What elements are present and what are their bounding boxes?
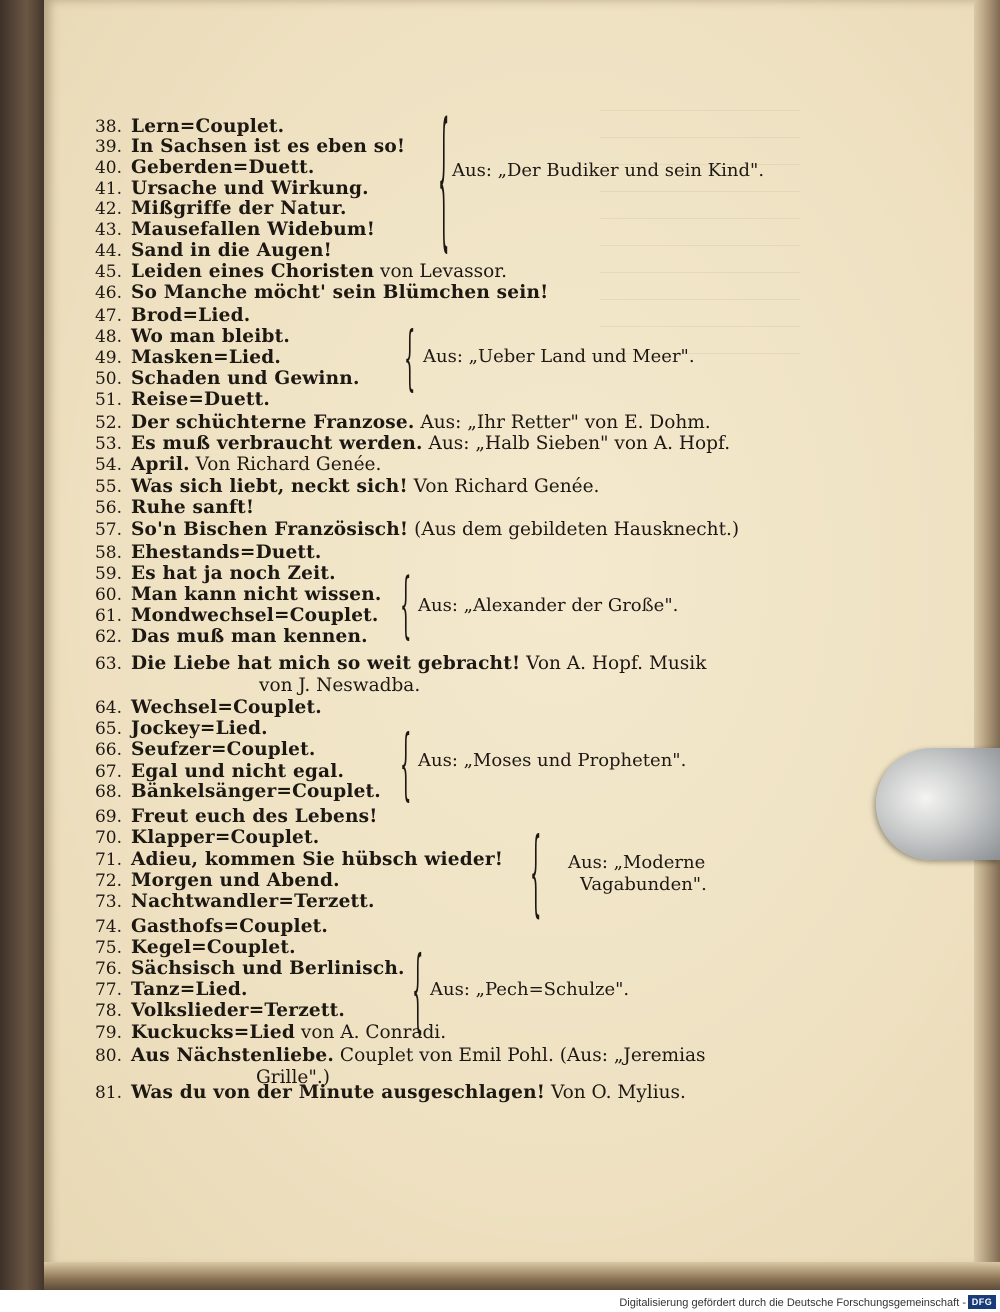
group-brace: {: [400, 560, 412, 648]
item-title: Kuckucks=Lied: [131, 1022, 295, 1043]
group-source-note: Aus: „Ueber Land und Meer".: [423, 346, 695, 367]
list-item: [74, 178, 369, 200]
group-brace: {: [404, 315, 416, 399]
item-title: Bänkelsänger=Couplet.: [131, 781, 381, 802]
list-item: [74, 626, 368, 648]
group-brace: {: [400, 716, 412, 810]
item-title: Lern=Couplet.: [131, 116, 285, 137]
item-title: Wo man bleibt.: [131, 326, 290, 347]
list-item: [74, 116, 284, 138]
list-item: [74, 454, 381, 476]
item-number: 60.: [94, 585, 122, 605]
item-number: 75.: [94, 938, 122, 958]
item-number: 81.: [94, 1083, 122, 1103]
item-note: Aus: „Halb Sieben" von A. Hopf.: [422, 433, 731, 454]
item-number: 80.: [94, 1046, 122, 1066]
group-brace: {: [438, 87, 450, 267]
group-brace: {: [412, 935, 424, 1043]
item-number: 48.: [94, 327, 122, 347]
item-title: Was sich liebt, neckt sich!: [131, 476, 408, 497]
list-item: [74, 433, 730, 455]
item-number: 52.: [94, 413, 122, 433]
item-note: Von O. Mylius.: [545, 1082, 686, 1103]
item-title: Sächsisch und Berlinisch.: [131, 958, 405, 979]
list-item: [74, 282, 548, 304]
list-item: [74, 389, 270, 411]
item-title: Wechsel=Couplet.: [131, 697, 322, 718]
item-title: Es muß verbraucht werden.: [131, 433, 423, 454]
item-title: Die Liebe hat mich so weit gebracht!: [131, 653, 521, 674]
list-item: [74, 563, 336, 585]
item-number: 42.: [94, 199, 122, 219]
list-item: [74, 412, 711, 434]
item-number: 46.: [94, 283, 122, 303]
item-title: Morgen und Abend.: [131, 870, 340, 891]
item-title: April.: [131, 454, 190, 475]
item-title: Der schüchterne Franzose.: [131, 412, 415, 433]
item-number: 71.: [94, 850, 122, 870]
item-number: 61.: [94, 606, 122, 626]
item-title: Brod=Lied.: [131, 305, 251, 326]
list-item: [74, 827, 319, 849]
item-number: 64.: [94, 698, 122, 718]
item-title: Seufzer=Couplet.: [131, 739, 316, 760]
item-title: Tanz=Lied.: [131, 979, 248, 1000]
item-number: 70.: [94, 828, 122, 848]
item-title: Ruhe sanft!: [131, 497, 255, 518]
list-item: [74, 1022, 446, 1044]
item-number: 62.: [94, 627, 122, 647]
list-item: [74, 157, 314, 179]
list-item: [74, 368, 360, 390]
list-item: [74, 198, 347, 220]
list-item: [74, 739, 316, 761]
item-title: Volkslieder=Terzett.: [131, 1000, 346, 1021]
item-title: In Sachsen ist es eben so!: [131, 136, 406, 157]
item-title: Jockey=Lied.: [131, 718, 268, 739]
book-cover-left: [0, 0, 48, 1290]
list-item: [74, 979, 248, 1001]
item-title: Es hat ja noch Zeit.: [131, 563, 336, 584]
group-source-note: Aus: „Der Budiker und sein Kind".: [452, 160, 765, 181]
item-note: (Aus dem gebildeten Hausknecht.): [408, 519, 740, 540]
item-number: 39.: [94, 137, 122, 157]
list-item: [74, 605, 379, 627]
list-item: [74, 136, 405, 158]
item-number: 54.: [94, 455, 122, 475]
item-title: Man kann nicht wissen.: [131, 584, 382, 605]
group-source-note: Aus: „Moderne: [568, 852, 706, 873]
list-item: [74, 1082, 686, 1104]
list-item: [74, 476, 599, 498]
list-item: [74, 806, 378, 828]
item-title: Mondwechsel=Couplet.: [131, 605, 379, 626]
item-title: Mausefallen Widebum!: [131, 219, 376, 240]
item-number: 38.: [94, 117, 122, 137]
list-item: [74, 1000, 345, 1022]
item-number: 67.: [94, 762, 122, 782]
item-note: Aus: „Ihr Retter" von E. Dohm.: [414, 412, 711, 433]
list-item: [74, 519, 739, 541]
item-number: 79.: [94, 1023, 122, 1043]
item-number: 59.: [94, 564, 122, 584]
item-note: Couplet von Emil Pohl. (Aus: „Jeremias: [334, 1045, 706, 1066]
item-title: Aus Nächstenliebe.: [131, 1045, 335, 1066]
item-note: von A. Conradi.: [295, 1022, 447, 1043]
item-number: 57.: [94, 520, 122, 540]
list-item: [74, 718, 268, 740]
list-item: [74, 347, 281, 369]
item-note: von Levassor.: [374, 261, 507, 282]
item-note-continued: Grille".): [256, 1067, 330, 1088]
list-item: [74, 542, 322, 564]
item-title: Was du von der Minute ausgeschlagen!: [131, 1082, 546, 1103]
item-title: Masken=Lied.: [131, 347, 282, 368]
item-number: 47.: [94, 306, 122, 326]
item-title: Freut euch des Lebens!: [131, 806, 378, 827]
item-number: 49.: [94, 348, 122, 368]
item-number: 45.: [94, 262, 122, 282]
item-number: 40.: [94, 158, 122, 178]
page-clip: [876, 748, 1000, 860]
item-title: Egal und nicht egal.: [131, 761, 345, 782]
item-number: 69.: [94, 807, 122, 827]
item-title: Ehestands=Duett.: [131, 542, 322, 563]
item-number: 73.: [94, 892, 122, 912]
item-note: Von Richard Genée.: [407, 476, 600, 497]
item-title: Geberden=Duett.: [131, 157, 315, 178]
item-title: Adieu, kommen Sie hübsch wieder!: [131, 849, 504, 870]
item-number: 44.: [94, 241, 122, 261]
item-number: 76.: [94, 959, 122, 979]
list-item: [74, 326, 290, 348]
group-source-note: Aus: „Alexander der Große".: [418, 595, 679, 616]
list-item: [74, 653, 706, 675]
item-number: 68.: [94, 782, 122, 802]
footer-credit: Digitalisierung gefördert durch die Deutsche Forschungsgemeinschaft -: [619, 1297, 966, 1309]
list-item: [74, 937, 296, 959]
page-edge-bottom: [44, 1262, 1000, 1290]
list-item: [74, 305, 250, 327]
list-item: [74, 891, 375, 913]
list-item: [74, 219, 375, 241]
item-title: So Manche möcht' sein Blümchen sein!: [131, 282, 549, 303]
item-number: 77.: [94, 980, 122, 1000]
item-number: 63.: [94, 654, 122, 674]
group-source-note: Aus: „Pech=Schulze".: [430, 979, 630, 1000]
list-item: [74, 849, 503, 871]
list-item: [74, 1045, 706, 1067]
item-number: 55.: [94, 477, 122, 497]
item-title: Reise=Duett.: [131, 389, 271, 410]
list-item: [74, 697, 322, 719]
list-item: [74, 916, 328, 938]
item-number: 50.: [94, 369, 122, 389]
list-item: [74, 240, 332, 262]
group-brace: {: [530, 814, 542, 928]
dfg-logo: DFG: [968, 1295, 996, 1309]
item-note: Von Richard Genée.: [189, 454, 382, 475]
item-number: 74.: [94, 917, 122, 937]
group-source-note-continued: Vagabunden".: [580, 874, 707, 895]
item-title: Das muß man kennen.: [131, 626, 368, 647]
list-item: [74, 958, 405, 980]
item-title: Nachtwandler=Terzett.: [131, 891, 375, 912]
list-item: [74, 584, 382, 606]
item-number: 51.: [94, 390, 122, 410]
item-title: Ursache und Wirkung.: [131, 178, 369, 199]
item-title: Mißgriffe der Natur.: [131, 198, 347, 219]
item-title: Sand in die Augen!: [131, 240, 332, 261]
item-title: Klapper=Couplet.: [131, 827, 320, 848]
list-item: [74, 870, 340, 892]
item-number: 43.: [94, 220, 122, 240]
group-source-note: Aus: „Moses und Propheten".: [418, 750, 687, 771]
item-note: Von A. Hopf. Musik: [520, 653, 707, 674]
item-number: 53.: [94, 434, 122, 454]
item-number: 41.: [94, 179, 122, 199]
item-note-continued: von J. Neswadba.: [259, 675, 421, 696]
item-number: 58.: [94, 543, 122, 563]
item-title: Schaden und Gewinn.: [131, 368, 360, 389]
item-title: Gasthofs=Couplet.: [131, 916, 329, 937]
item-number: 56.: [94, 498, 122, 518]
list-item: [74, 497, 254, 519]
item-number: 65.: [94, 719, 122, 739]
item-number: 72.: [94, 871, 122, 891]
list-item: [74, 781, 381, 803]
item-title: So'n Bischen Französisch!: [131, 519, 409, 540]
list-item: [74, 761, 344, 783]
item-number: 66.: [94, 740, 122, 760]
item-number: 78.: [94, 1001, 122, 1021]
item-title: Kegel=Couplet.: [131, 937, 296, 958]
item-title: Leiden eines Choristen: [131, 261, 375, 282]
page-edge-right: [974, 0, 1000, 1290]
